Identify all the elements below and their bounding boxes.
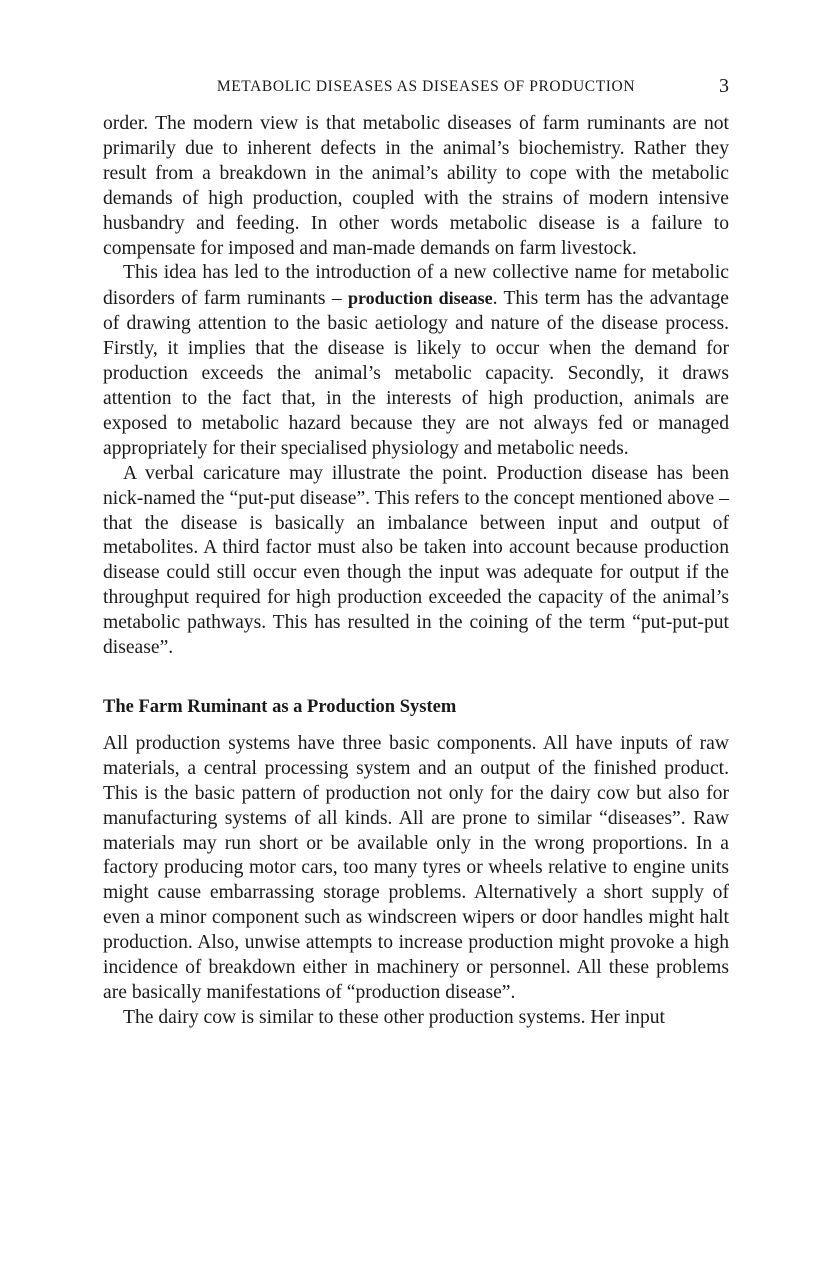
paragraph-text: . This term has the advantage of drawing attention to the basic aetiology and nature of the disease process. Firstly, it implies that the disease is likely to occur when the demand for production exceeds the animal’s metabolic capacity. Secondly, it draws attention to the fact that, in the interests of high production, animals are exposed to metabolic hazard because they are not always fed or managed appropriately for their specialised physiology and metabolic needs. (103, 288, 729, 459)
page-number: 3 (719, 75, 729, 97)
paragraph-dairy-cow: The dairy cow is similar to these other production systems. Her input (123, 1006, 665, 1028)
book-page (103, 74, 729, 1031)
running-head (103, 74, 729, 100)
paragraph-continued: order. The modern view is that metabolic diseases of farm ruminants are not primarily due to inherent defects in the animal’s biochemistry. Rather they result from a breakdown in the animal’s ability to cope with the metabolic demands of high production, coupled with the strains of modern intensive husbandry and feeding. In other words metabolic disease is a failure to compensate for imposed and man-made demands on farm livestock. (103, 113, 729, 259)
running-title: METABOLIC DISEASES AS DISEASES OF PRODUCTION (216, 78, 636, 95)
paragraph-text: This idea has led to the introduction of a new collective name for metabolic disorders of farm ruminants – (103, 262, 729, 310)
body-text (103, 112, 729, 1031)
key-term: production disease (347, 288, 493, 309)
paragraph-production-systems: All production systems have three basic components. All have inputs of raw materials, a central processing system and an output of the finished product. This is the basic pattern of production not only for the dairy cow but also for manufacturing systems of all kinds. All are prone to similar “diseases”. Raw materials may run short or be available only in the wrong proportions. In a factory producing motor cars, too many tyres or wheels relative to engine units might cause embarrassing storage problems. Alternatively a short supply of even a minor component such as windscreen wipers or door handles might halt production. Also, unwise attempts to increase production might provoke a high incidence of breakdown either in machinery or personnel. All these problems are basically manifestations of “production disease”. (103, 732, 729, 1003)
section-heading: The Farm Ruminant as a Production System (103, 696, 457, 717)
paragraph-put-put-disease: A verbal caricature may illustrate the point. Production disease has been nick-named the “put-put disease”. This refers to the concept mentioned above – that the disease is basically an imbalance between input and output of metabolites. A third factor must also be taken into account because production disease could still occur even though the input was adequate for output if the throughput required for high production exceeded the capacity of the animal’s metabolic pathways. This has resulted in the coining of the term “put-put-put disease”. (103, 462, 729, 659)
paragraph-production-disease (103, 261, 729, 461)
